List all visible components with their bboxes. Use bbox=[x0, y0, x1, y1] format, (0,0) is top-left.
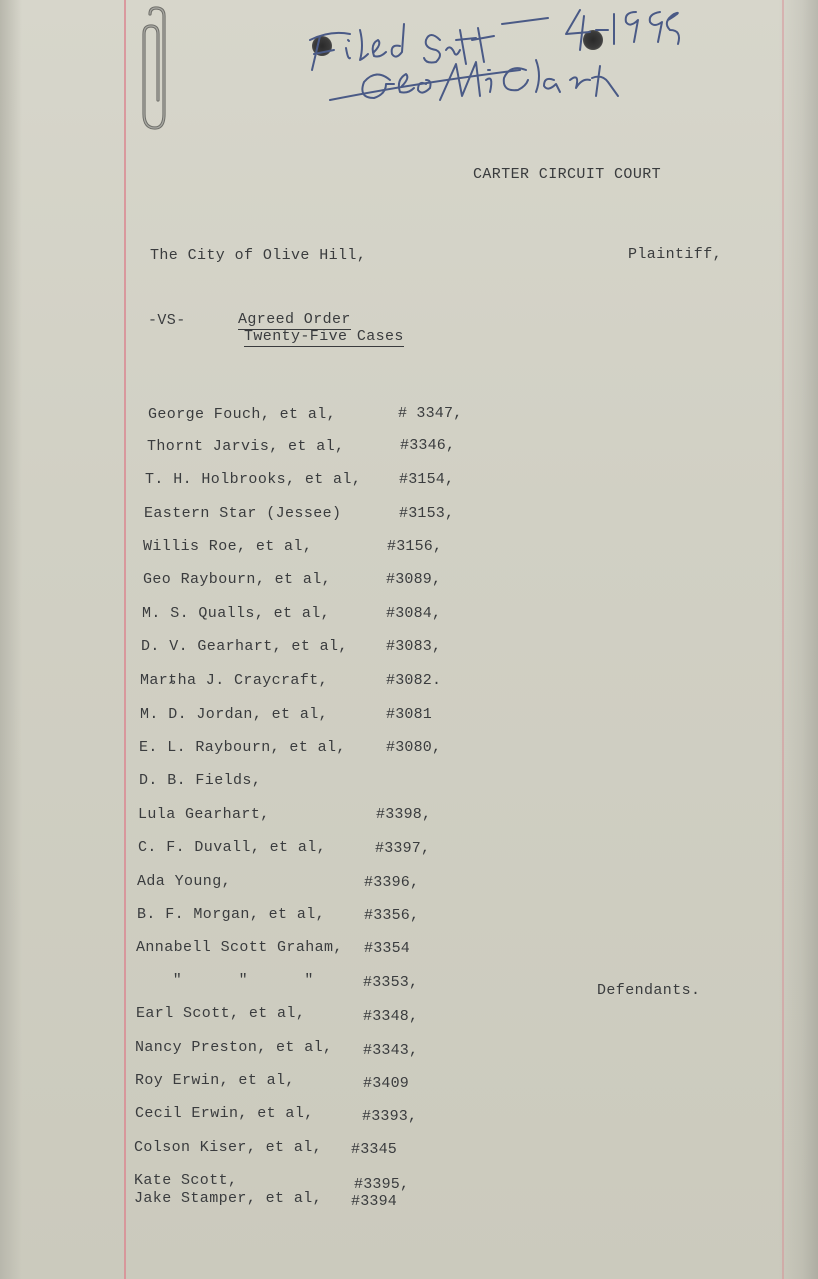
case-number: #3345 bbox=[351, 1141, 398, 1158]
case-number: #3082. bbox=[386, 672, 442, 689]
case-number: #3081 bbox=[386, 706, 433, 723]
case-number: #3083, bbox=[386, 638, 442, 655]
case-number: #3080, bbox=[386, 739, 442, 756]
court-heading: CARTER CIRCUIT COURT bbox=[473, 166, 662, 183]
defendant-name: M. S. Qualls, et al, bbox=[142, 605, 331, 622]
defendant-name: Geo Raybourn, et al, bbox=[143, 571, 332, 588]
case-number: #3089, bbox=[386, 571, 442, 588]
defendant-name: Jake Stamper, et al, bbox=[134, 1190, 323, 1207]
order-title-text2: Twenty-Five Cases bbox=[244, 328, 404, 345]
case-number: #3393, bbox=[362, 1108, 418, 1125]
defendant-name: Eastern Star (Jessee) bbox=[144, 505, 342, 522]
order-title-text1: Agreed Order bbox=[238, 311, 351, 328]
defendant-name: Willis Roe, et al, bbox=[143, 538, 313, 555]
plaintiff-name: The City of Olive Hill, bbox=[150, 247, 367, 264]
page-left-edge bbox=[0, 0, 22, 1279]
defendant-name: Annabell Scott Graham, bbox=[136, 939, 343, 956]
defendant-name: T. H. Holbrooks, et al, bbox=[145, 471, 362, 488]
case-number: #3343, bbox=[363, 1042, 419, 1059]
defendants-label: Defendants. bbox=[597, 982, 701, 999]
case-number: #3396, bbox=[364, 874, 420, 891]
defendant-name-ditto: " " " bbox=[154, 972, 314, 989]
defendant-name: Lula Gearhart, bbox=[138, 806, 270, 823]
case-number: # 3347, bbox=[398, 405, 463, 422]
defendant-name: E. L. Raybourn, et al, bbox=[139, 739, 346, 756]
defendant-name: M. D. Jordan, et al, bbox=[140, 706, 329, 723]
defendant-name: D. B. Fields, bbox=[139, 772, 262, 789]
defendant-name: Cecil Erwin, et al, bbox=[135, 1105, 314, 1122]
defendant-name: Thornt Jarvis, et al, bbox=[147, 438, 345, 455]
versus-label: -VS- bbox=[148, 312, 186, 329]
defendant-name: George Fouch, et al, bbox=[148, 406, 337, 423]
order-title-line1 bbox=[238, 311, 351, 329]
case-number: #3346, bbox=[400, 437, 456, 454]
defendant-name: D. V. Gearhart, et al, bbox=[141, 638, 348, 655]
defendant-name: Ada Young, bbox=[137, 873, 232, 890]
right-margin-line bbox=[782, 0, 784, 1279]
page-right-shadow bbox=[778, 0, 818, 1279]
defendant-name: Kate Scott, bbox=[134, 1172, 238, 1189]
case-number: #3084, bbox=[386, 605, 442, 622]
case-number: #3397, bbox=[375, 840, 431, 857]
left-margin-line bbox=[124, 0, 126, 1279]
defendant-name: Nancy Preston, et al, bbox=[135, 1039, 333, 1056]
order-title-line2 bbox=[244, 328, 404, 346]
case-number: #3153, bbox=[399, 505, 455, 522]
case-number: #3409 bbox=[363, 1075, 410, 1092]
paper-clip-icon bbox=[138, 4, 178, 134]
defendant-name: Colson Kiser, et al, bbox=[134, 1139, 323, 1156]
case-number: #3154, bbox=[399, 471, 455, 488]
defendant-name: Earl Scott, et al, bbox=[136, 1005, 306, 1022]
case-number: #3353, bbox=[363, 974, 419, 991]
case-number: #3395, bbox=[354, 1176, 410, 1193]
defendant-name: Roy Erwin, et al, bbox=[135, 1072, 295, 1089]
case-number: #3356, bbox=[364, 907, 420, 924]
plaintiff-label: Plaintiff, bbox=[628, 246, 723, 263]
case-number: #3156, bbox=[387, 538, 443, 555]
defendant-name: C. F. Duvall, et al, bbox=[138, 839, 327, 856]
case-number: #3354 bbox=[364, 940, 411, 957]
case-number: #3394 bbox=[351, 1193, 398, 1210]
case-number: #3398, bbox=[376, 806, 432, 823]
defendant-name: Marȶha J. Craycraft, bbox=[140, 672, 329, 689]
case-number: #3348, bbox=[363, 1008, 419, 1025]
handwritten-filing-note bbox=[290, 0, 760, 120]
defendant-name: B. F. Morgan, et al, bbox=[137, 906, 326, 923]
